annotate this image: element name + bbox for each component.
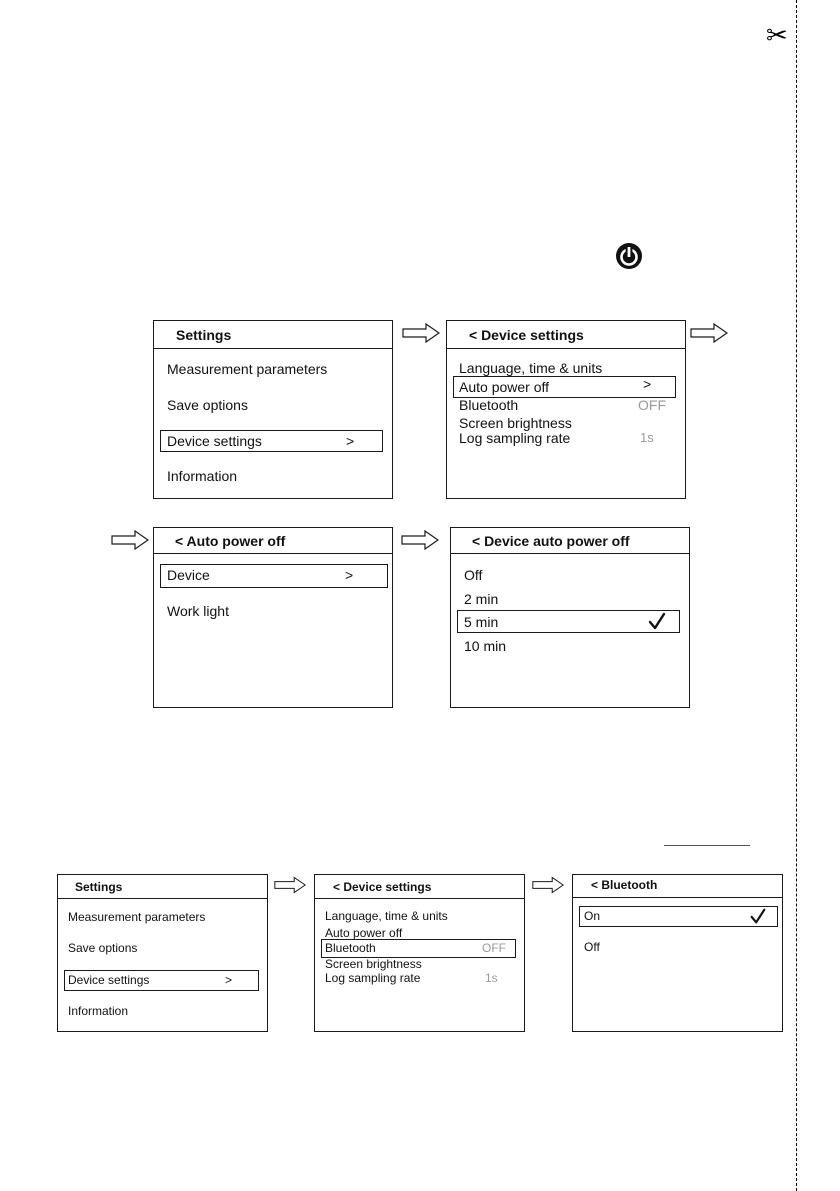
chevron-right-icon: > [345,567,354,583]
menu-item-measurement-parameters[interactable]: Measurement parameters [68,910,206,924]
panel-title: < Device settings [315,875,524,899]
settings-screen [57,874,268,1032]
menu-item-device-settings[interactable]: Device settings [68,973,150,987]
panel-title: < Device settings [447,321,685,349]
bluetooth-screen [572,874,783,1032]
arrow-right-icon [111,530,149,550]
device-settings-screen [446,320,686,499]
menu-item-information[interactable]: Information [68,1004,129,1018]
panel-title: Settings [58,875,267,899]
arrow-right-icon [402,323,440,343]
menu-item-log-sampling-rate[interactable]: Log sampling rate [459,430,571,446]
panel-title: < Bluetooth [573,875,782,898]
menu-item-screen-brightness[interactable]: Screen brightness [325,957,422,971]
menu-item-device[interactable]: Device [167,567,210,583]
menu-item-save-options[interactable]: Save options [167,397,248,413]
menu-item-auto-power-off[interactable]: Auto power off [325,926,403,940]
cut-line [796,0,797,1191]
panel-title: < Auto power off [154,528,392,554]
power-icon [613,240,645,272]
settings-screen [153,320,393,499]
log-rate-value: 1s [485,971,498,985]
checkmark-icon [647,611,667,631]
menu-item-bluetooth[interactable]: Bluetooth [325,941,376,955]
menu-item-screen-brightness[interactable]: Screen brightness [459,415,572,431]
option-10-min[interactable]: 10 min [464,638,507,654]
bluetooth-value: OFF [638,397,666,413]
chevron-right-icon: > [346,433,355,449]
checkmark-icon [749,907,767,925]
device-auto-power-off-screen [450,527,690,708]
chevron-right-icon: > [643,376,652,392]
chevron-right-icon: > [225,973,233,987]
arrow-right-icon [274,876,306,894]
menu-item-save-options[interactable]: Save options [68,941,138,955]
link-underline [664,845,750,846]
menu-item-auto-power-off[interactable]: Auto power off [459,379,550,395]
option-2-min[interactable]: 2 min [464,591,499,607]
auto-power-off-screen [153,527,393,708]
menu-item-log-sampling-rate[interactable]: Log sampling rate [325,971,421,985]
bluetooth-value: OFF [482,941,506,955]
panel-title: Settings [154,321,392,349]
menu-item-device-settings[interactable]: Device settings [167,433,262,449]
menu-item-work-light[interactable]: Work light [167,603,229,619]
menu-item-measurement-parameters[interactable]: Measurement parameters [167,361,328,377]
menu-item-bluetooth[interactable]: Bluetooth [459,397,519,413]
arrow-right-icon [401,530,439,550]
menu-item-information[interactable]: Information [167,468,238,484]
option-off[interactable]: Off [584,940,600,954]
device-settings-screen [314,874,525,1032]
log-rate-value: 1s [640,430,654,445]
panel-title: < Device auto power off [451,528,689,554]
option-on[interactable]: On [584,909,601,923]
option-off[interactable]: Off [464,567,483,583]
menu-item-language[interactable]: Language, time & units [459,360,603,376]
arrow-right-icon [690,323,728,343]
arrow-right-icon [532,876,564,894]
menu-item-language[interactable]: Language, time & units [325,909,448,923]
scissors-icon: ✂ [766,20,788,50]
option-5-min[interactable]: 5 min [464,614,499,630]
